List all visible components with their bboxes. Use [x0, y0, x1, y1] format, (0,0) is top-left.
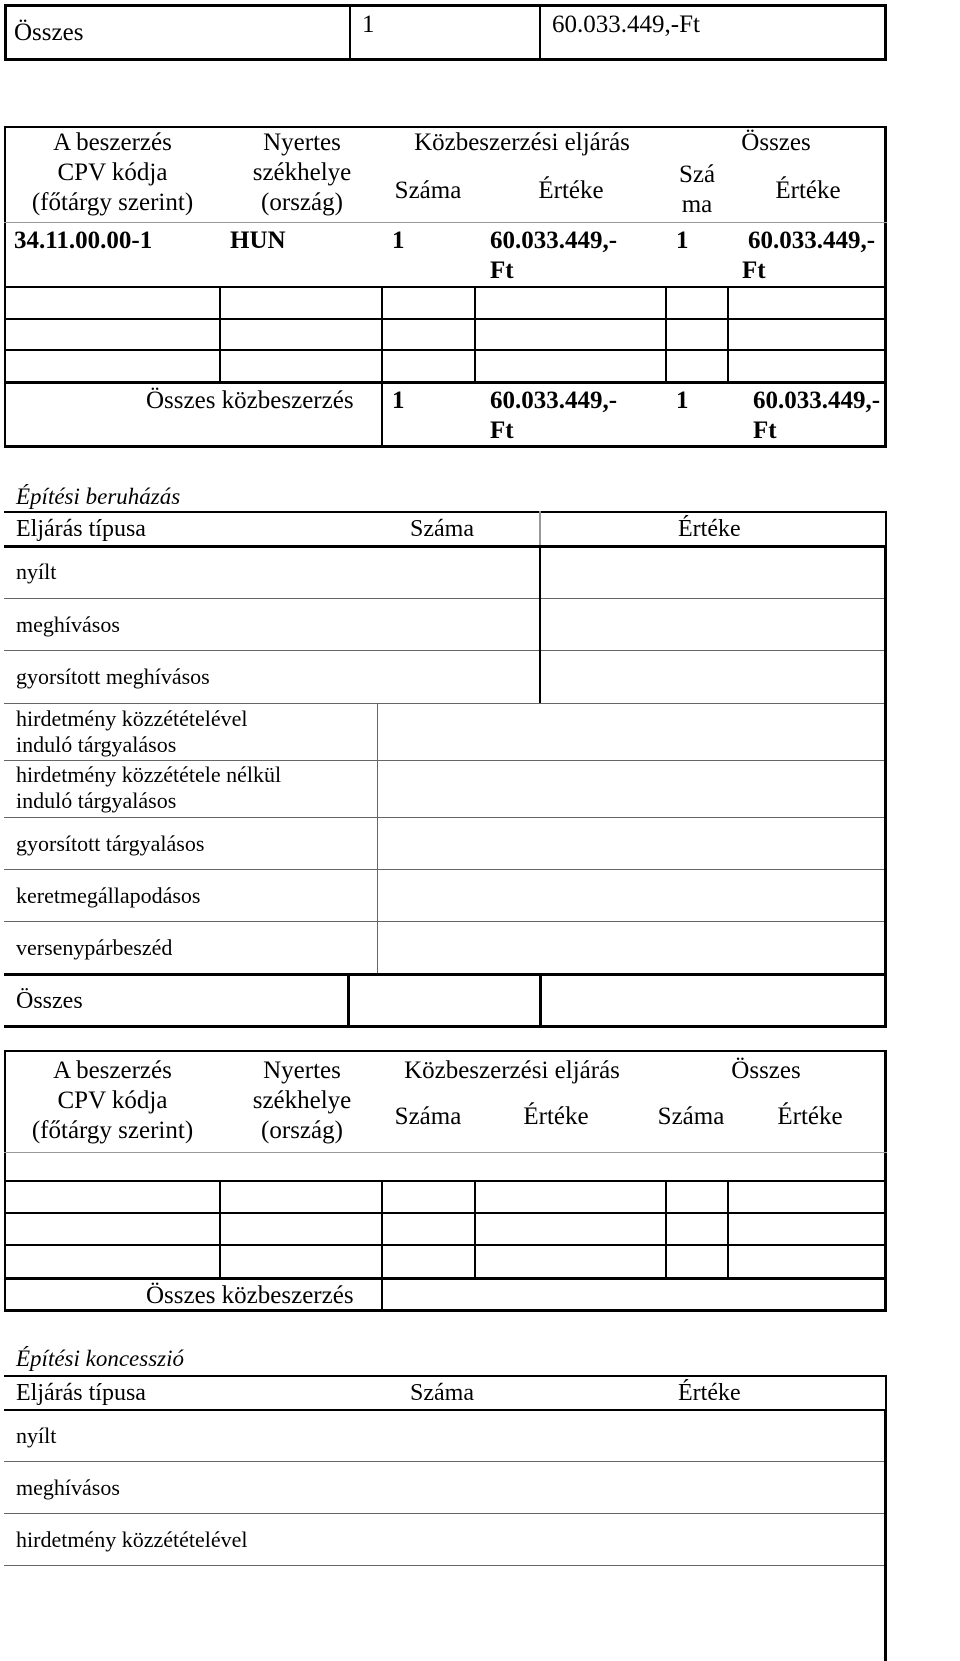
divider [4, 1180, 887, 1182]
table1-header-cpv-line1: A beszerzés [53, 129, 172, 156]
section2-header-type: Eljárás típusa [16, 1380, 146, 1406]
table1-total-total-count: 1 [676, 387, 689, 414]
table1-total-value-line2: Ft [490, 417, 514, 444]
table2-header-count2: Száma [657, 1103, 725, 1130]
divider [4, 1152, 887, 1153]
table1-total-label: Összes közbeszerzés [146, 387, 354, 414]
divider [349, 4, 351, 61]
divider [4, 817, 887, 818]
divider [539, 545, 541, 703]
divider [4, 703, 887, 704]
section2-header-value: Értéke [678, 1380, 741, 1406]
divider [4, 1461, 887, 1462]
table1-header-total: Összes [741, 129, 811, 156]
section2-row-negotiated-with-notice: hirdetmény közzétételével [16, 1527, 248, 1552]
table2-header-total: Összes [731, 1057, 801, 1084]
divider [539, 511, 541, 547]
section1-row-negotiated-with-notice-line2: induló tárgyalásos [16, 732, 177, 757]
divider [4, 318, 887, 320]
divider [4, 1212, 887, 1214]
divider [539, 973, 542, 1028]
table1-header-cpv-line2: CPV kódja [57, 159, 168, 186]
divider [539, 4, 541, 61]
table2-header-value2: Értéke [777, 1103, 843, 1130]
table2-header-value: Értéke [523, 1103, 589, 1130]
table1-row-count: 1 [392, 227, 405, 254]
table1-header-seat-line2: székhelye [252, 159, 352, 186]
divider [474, 286, 476, 381]
section2-title: Építési koncesszió [16, 1346, 184, 1371]
table2-header-cpv-line2: CPV kódja [57, 1087, 168, 1114]
divider [4, 869, 887, 870]
table1-row-total-value-line1: 60.033.449,- [748, 227, 876, 254]
divider [665, 1180, 667, 1277]
table1-row-total-value-line2: Ft [742, 257, 766, 284]
divider [4, 286, 887, 288]
divider [884, 545, 887, 1028]
divider [4, 921, 887, 922]
divider [4, 1513, 887, 1514]
table2-total-label: Összes közbeszerzés [146, 1282, 354, 1309]
table1-total-total-value-line1: 60.033.449,- [753, 387, 881, 414]
divider [381, 1180, 383, 1312]
section1-row-accelerated-invited: gyorsított meghívásos [16, 664, 210, 689]
section1-row-negotiated-without-notice-line2: induló tárgyalásos [16, 788, 177, 813]
divider [884, 1409, 887, 1661]
table1-total-count: 1 [392, 387, 405, 414]
table1-header-value: Értéke [538, 177, 604, 204]
divider [4, 1565, 887, 1566]
divider [727, 286, 729, 381]
summary-label: Összes [14, 19, 84, 46]
table1-row-value-line2: Ft [490, 257, 514, 284]
table1-row-total-count: 1 [676, 227, 689, 254]
table1-header-seat-line1: Nyertes [263, 129, 341, 156]
table1-header-count: Száma [394, 177, 462, 204]
divider [474, 1180, 476, 1277]
table1-total-total-value-line2: Ft [753, 417, 777, 444]
table2-header-seat-line3: (ország) [261, 1117, 343, 1144]
divider [381, 286, 383, 448]
section1-header-type: Eljárás típusa [16, 516, 146, 542]
table2-header-seat-line1: Nyertes [263, 1057, 341, 1084]
table1-row-seat: HUN [230, 227, 286, 254]
divider [4, 598, 887, 599]
divider [4, 349, 887, 351]
divider [4, 1244, 887, 1246]
section1-total: Összes [16, 988, 83, 1014]
table2-header-cpv-line3: (főtárgy szerint) [31, 1117, 194, 1144]
divider [4, 1409, 887, 1411]
table1-header-count2-line2: ma [681, 191, 713, 218]
divider [665, 286, 667, 381]
section1-header-count: Száma [410, 516, 474, 542]
section1-row-open: nyílt [16, 559, 57, 584]
divider [4, 760, 887, 761]
section1-row-negotiated-without-notice-line1: hirdetmény közzététele nélkül [16, 762, 282, 787]
divider [219, 1180, 221, 1277]
summary-value: 60.033.449,-Ft [552, 11, 700, 38]
table2-header-procedure: Közbeszerzési eljárás [404, 1057, 620, 1084]
divider [219, 286, 221, 381]
divider [4, 545, 887, 548]
divider [377, 703, 378, 973]
divider [4, 1025, 887, 1028]
table1-total-value-line1: 60.033.449,- [490, 387, 618, 414]
section2-header-count: Száma [410, 1380, 474, 1406]
table1-header-count2-line1: Szá [678, 161, 716, 188]
summary-count: 1 [362, 11, 375, 38]
divider [4, 650, 887, 651]
table1-header-value2: Értéke [775, 177, 841, 204]
table1-header-seat-line3: (ország) [261, 189, 343, 216]
section1-row-accelerated-negotiated: gyorsított tárgyalásos [16, 831, 205, 856]
section1-row-dialogue: versenypárbeszéd [16, 935, 173, 960]
section1-row-negotiated-with-notice-line1: hirdetmény közzétételével [16, 706, 248, 731]
table1-row-cpv: 34.11.00.00-1 [14, 227, 153, 254]
divider [4, 222, 887, 223]
table1-row-value-line1: 60.033.449,- [490, 227, 618, 254]
section2-row-open: nyílt [16, 1423, 57, 1448]
divider [4, 381, 887, 384]
section1-row-framework: keretmegállapodásos [16, 883, 201, 908]
section2-row-invited: meghívásos [16, 1475, 120, 1500]
table1-header-procedure: Közbeszerzési eljárás [414, 129, 630, 156]
section1-title: Építési beruházás [16, 484, 181, 509]
section1-row-invited: meghívásos [16, 612, 120, 637]
section2-table-frame [4, 1375, 887, 1661]
table2-header-count: Száma [394, 1103, 462, 1130]
divider [4, 1277, 887, 1280]
table2-header-cpv-line1: A beszerzés [53, 1057, 172, 1084]
divider [347, 973, 350, 1028]
summary-top-box [4, 4, 887, 61]
section1-header-value: Értéke [678, 516, 741, 542]
table2-header-seat-line2: székhelye [252, 1087, 352, 1114]
divider [4, 973, 887, 976]
table1-header-cpv-line3: (főtárgy szerint) [31, 189, 194, 216]
divider [727, 1180, 729, 1277]
